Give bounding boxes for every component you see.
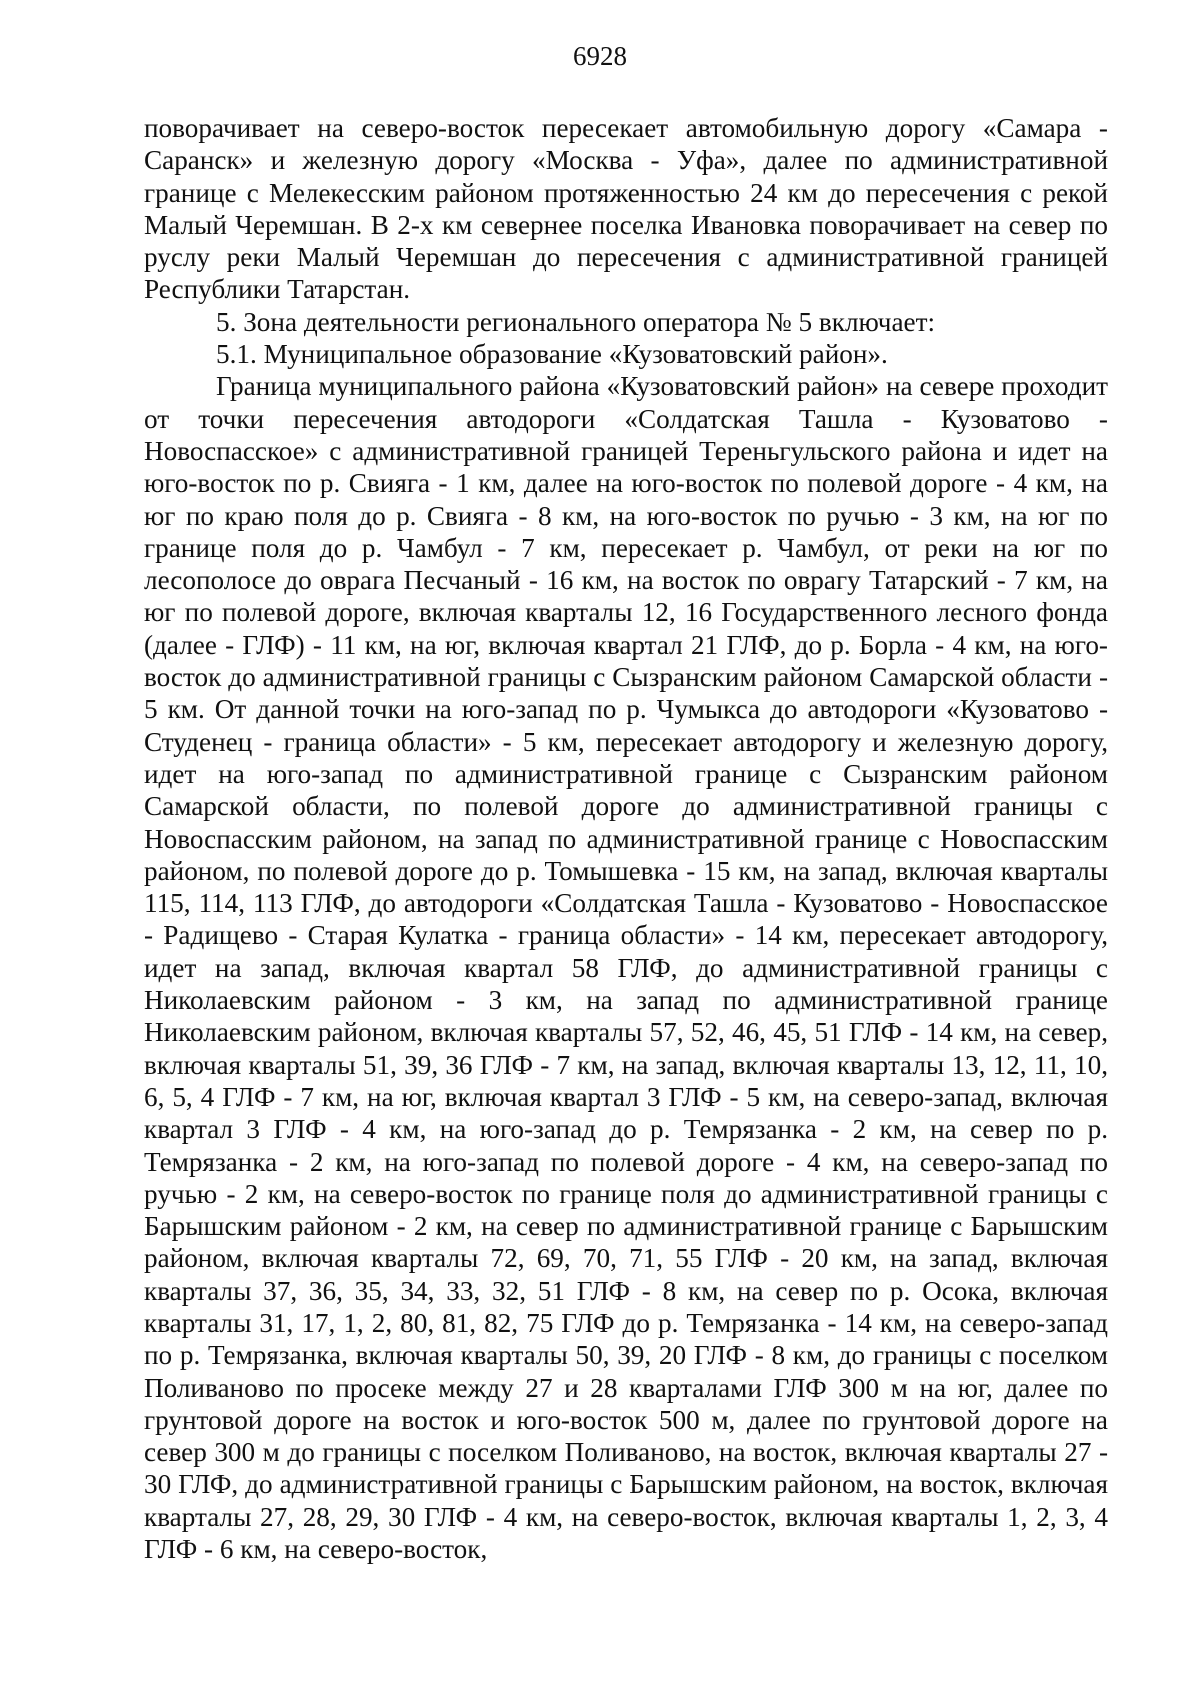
document-body [144,112,1108,1565]
paragraph-zone-5-heading: 5. Зона деятельности регионального оператора № 5 включает: [216,306,936,337]
paragraph-subsection-5-1: 5.1. Муниципальное образование «Кузоватовский район». [216,339,888,370]
paragraph-boundary-description: Граница муниципального района «Кузоватовский район» на севере проходит от точки пересечения автодороги «Солдатская Ташла - Кузоватово - Новоспасское» с административной границей Тереньгульского района и идет на юго-восток по р. Свияга - 1 км, далее на юго-восток по полевой дороге - 4 км, на юг по краю поля до р. Свияга - 8 км, на юго-восток по ручью - 3 км, на юг по границе поля до р. Чамбул - 7 км, пересекает р. Чамбул, от реки на юг по лесополосе до оврага Песчаный - 16 км, на восток по оврагу Татарский - 7 км, на юг по полевой дороге, включая кварталы 12, 16 Государственного лесного фонда (далее - ГЛФ) - 11 км, на юг, включая квартал 21 ГЛФ, до р. Борла - 4 км, на юго-восток до административной границы с Сызранским районом Самарской области - 5 км. От данной точки на юго-запад по р. Чумыкса до автодороги «Кузоватово - Студенец - граница области» - 5 км, пересекает автодорогу и железную дорогу, идет на юго-запад по административной границе с Сызранским районом Самарской области, по полевой дороге до административной границы с Новоспасским районом, на запад по административной границе с Новоспасским районом, по полевой дороге до р. Томышевка - 15 км, на запад, включая кварталы 115, 114, 113 ГЛФ, до автодороги «Солдатская Ташла - Кузоватово - Новоспасское - Радищево - Старая Кулатка - граница области» - 14 км, пересекает автодорогу, идет на запад, включая квартал 58 ГЛФ, до административной границы с Николаевским районом - 3 км, на запад по административной границе Николаевским районом, включая кварталы 57, 52, 46, 45, 51 ГЛФ - 14 км, на север, включая кварталы 51, 39, 36 ГЛФ - 7 км, на запад, включая кварталы 13, 12, 11, 10, 6, 5, 4 ГЛФ - 7 км, на юг, включая квартал 3 ГЛФ - 5 км, на северо-запад, включая квартал 3 ГЛФ - 4 км, на юго-запад до р. Темрязанка - 2 км, на север по р. Темрязанка - 2 км, на юго-запад по полевой дороге - 4 км, на северо-запад по ручью - 2 км, на северо-восток по границе поля до административной границы с Барышским районом - 2 км, на север по административной границе с Барышским районом, включая кварталы 72, 69, 70, 71, 55 ГЛФ - 20 км, на запад, включая кварталы 37, 36, 35, 34, 33, 32, 51 ГЛФ - 8 км, на север по р. Осока, включая кварталы 31, 17, 1, 2, 80, 81, 82, 75 ГЛФ до р. Темрязанка - 14 км, на северо-запад по р. Темрязанка, включая кварталы 50, 39, 20 ГЛФ - 8 км, до границы с поселком Поливаново по просеке между 27 и 28 кварталами ГЛФ 300 м на юг, далее по грунтовой дороге на восток и юго-восток 500 м, далее по грунтовой дороге на север 300 м до границы с поселком Поливаново, на восток, включая кварталы 27 - 30 ГЛФ, до административной границы с Барышским районом, на восток, включая кварталы 27, 28, 29, 30 ГЛФ - 4 км, на северо-восток, включая кварталы 1, 2, 3, 4 ГЛФ - 6 км, на северо-восток, [144,371,1108,1565]
paragraph-continuation: поворачивает на северо-восток пересекает автомобильную дорогу «Самара - Саранск» и железную дорогу «Москва - Уфа», далее по административной границе с Мелекесским районом протяженностью 24 км до пересечения с рекой Малый Черемшан. В 2-х км севернее поселка Ивановка поворачивает на север по руслу реки Малый Черемшан до пересечения с административной границей Республики Татарстан. [144,113,1108,305]
page-number: 6928 [573,41,627,71]
